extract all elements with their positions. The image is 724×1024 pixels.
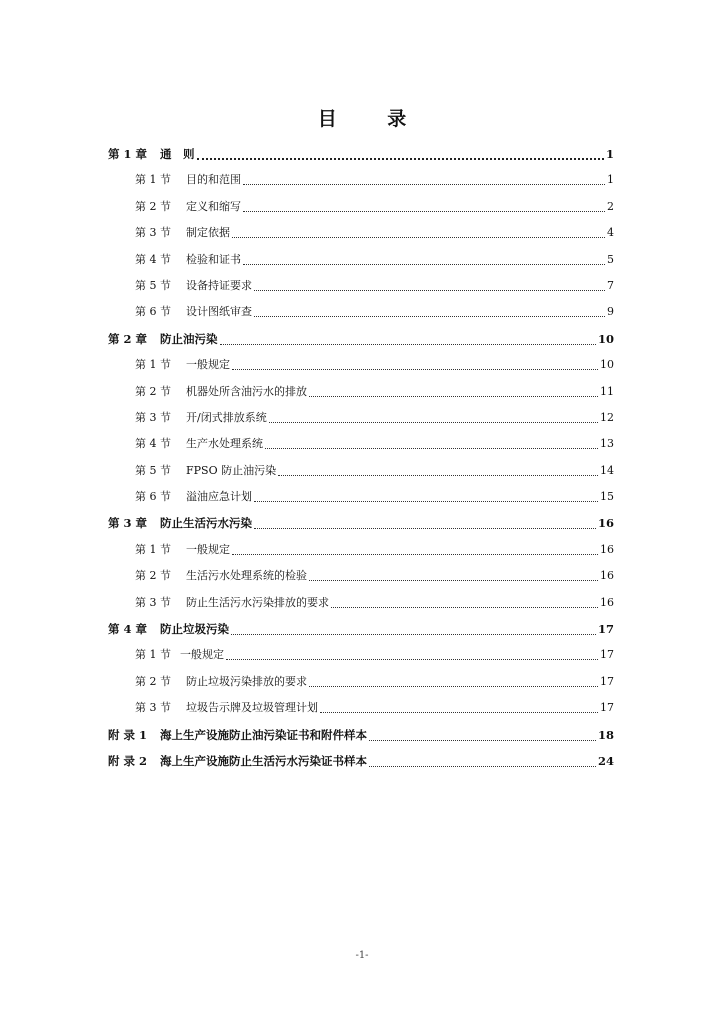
toc-entry-title: 一般规定 — [180, 648, 224, 662]
toc-entry-number: 第 4 节 — [135, 252, 171, 266]
toc-entry-number: 第 1 节 — [135, 358, 171, 372]
dot-leader — [197, 144, 604, 160]
dot-leader — [309, 672, 598, 687]
toc-section-entry[interactable] — [108, 590, 614, 616]
toc-entry-page-number: 13 — [600, 437, 614, 451]
toc-entry-title: 海上生产设施防止生活污水污染证书样本 — [160, 753, 367, 768]
toc-entry-title: 溢油应急计划 — [186, 490, 252, 504]
toc-entry-page-number: 17 — [597, 622, 614, 637]
dot-leader — [254, 302, 605, 317]
toc-section-entry[interactable] — [108, 484, 614, 510]
toc-entry-title: 防止垃圾污染排放的要求 — [186, 674, 307, 688]
toc-entry-page-number: 16 — [597, 516, 614, 531]
toc-section-entry[interactable] — [108, 273, 614, 299]
toc-entry-number: 第 6 节 — [135, 305, 171, 319]
toc-entry-page-number: 1 — [605, 147, 614, 161]
dot-leader — [278, 461, 598, 476]
toc-entry-number: 第 1 节 — [135, 542, 171, 556]
toc-entry-number: 第 3 节 — [135, 701, 171, 715]
toc-entry-title: 检验和证书 — [186, 252, 241, 266]
page-number-footer: -1- — [355, 950, 369, 961]
page-title: 目 录 — [317, 108, 429, 130]
toc-entry-number: 第 1 节 — [135, 648, 171, 662]
dot-leader — [309, 566, 598, 581]
toc-entry-title: 机器处所含油污水的排放 — [186, 384, 307, 398]
dot-leader — [226, 645, 598, 660]
toc-entry-page-number: 10 — [597, 331, 614, 346]
toc-entry-page-number: 24 — [597, 753, 614, 768]
toc-entry-title: 设备持证要求 — [186, 278, 252, 292]
toc-entry-number: 第 2 节 — [135, 199, 171, 213]
toc-section-entry[interactable] — [108, 458, 614, 484]
toc-entry-title: 海上生产设施防止油污染证书和附件样本 — [160, 727, 367, 742]
dot-leader — [254, 276, 605, 291]
toc-section-entry[interactable] — [108, 431, 614, 457]
toc-entry-page-number: 10 — [600, 358, 614, 372]
toc-entry-page-number: 17 — [600, 648, 614, 662]
dot-leader — [243, 197, 605, 212]
dot-leader — [320, 698, 598, 713]
toc-section-entry[interactable] — [108, 194, 614, 220]
toc-section-entry[interactable] — [108, 642, 614, 668]
dot-leader — [254, 514, 596, 529]
toc-entry-number: 第 3 节 — [135, 226, 171, 240]
toc-entry-page-number: 14 — [600, 463, 614, 477]
toc-entry-number: 第 1 章 — [108, 147, 148, 161]
dot-leader — [243, 250, 605, 265]
toc-entry-page-number: 9 — [607, 305, 614, 319]
toc-entry-page-number: 17 — [600, 674, 614, 688]
toc-entry-title: 防止垃圾污染 — [160, 622, 229, 637]
toc-entry-number: 第 5 节 — [135, 463, 171, 477]
toc-entry-number: 附 录 2 — [108, 753, 148, 768]
toc-entry-page-number: 12 — [600, 410, 614, 424]
dot-leader — [232, 355, 598, 370]
toc-chapter-entry[interactable] — [108, 748, 614, 774]
toc-section-entry[interactable] — [108, 167, 614, 193]
dot-leader — [232, 223, 605, 238]
toc-entry-number: 第 3 节 — [135, 410, 171, 424]
dot-leader — [369, 752, 596, 767]
toc-entry-number: 第 3 章 — [108, 516, 148, 531]
dot-leader — [309, 382, 598, 397]
toc-section-entry[interactable] — [108, 220, 614, 246]
toc-section-entry[interactable] — [108, 299, 614, 325]
toc-entry-title: 通 则 — [160, 147, 195, 161]
toc-entry-title: 垃圾告示牌及垃圾管理计划 — [186, 701, 318, 715]
toc-entry-title: 生产水处理系统 — [186, 437, 263, 451]
toc-section-entry[interactable] — [108, 695, 614, 721]
toc-chapter-entry[interactable] — [108, 326, 614, 352]
dot-leader — [220, 330, 596, 345]
toc-section-entry[interactable] — [108, 669, 614, 695]
toc-entry-number: 第 2 节 — [135, 569, 171, 583]
toc-entry-number: 第 2 节 — [135, 674, 171, 688]
toc-entry-number: 第 3 节 — [135, 595, 171, 609]
toc-section-entry[interactable] — [108, 352, 614, 378]
toc-chapter-entry[interactable] — [108, 141, 614, 167]
toc-entry-number: 第 2 章 — [108, 331, 148, 346]
toc-entry-page-number: 16 — [600, 542, 614, 556]
toc-entry-title: 制定依据 — [186, 226, 230, 240]
toc-entry-page-number: 1 — [607, 173, 614, 187]
dot-leader — [254, 487, 598, 502]
toc-entry-number: 附 录 1 — [108, 727, 148, 742]
dot-leader — [232, 540, 598, 555]
toc-entry-title: 一般规定 — [186, 358, 230, 372]
toc-section-entry[interactable] — [108, 563, 614, 589]
toc-chapter-entry[interactable] — [108, 722, 614, 748]
toc-entry-title: 一般规定 — [186, 542, 230, 556]
toc-entry-title: FPSO 防止油污染 — [186, 463, 277, 477]
table-of-contents — [108, 141, 614, 774]
toc-section-entry[interactable] — [108, 247, 614, 273]
dot-leader — [269, 408, 598, 423]
toc-entry-title: 防止生活污水污染 — [160, 516, 252, 531]
toc-entry-number: 第 4 节 — [135, 437, 171, 451]
toc-entry-page-number: 4 — [607, 226, 614, 240]
toc-section-entry[interactable] — [108, 379, 614, 405]
toc-entry-page-number: 16 — [600, 595, 614, 609]
dot-leader — [265, 434, 598, 449]
dot-leader — [369, 726, 596, 741]
toc-entry-title: 开/闭式排放系统 — [186, 410, 267, 424]
toc-entry-number: 第 2 节 — [135, 384, 171, 398]
toc-entry-number: 第 4 章 — [108, 622, 148, 637]
toc-entry-page-number: 16 — [600, 569, 614, 583]
toc-entry-page-number: 18 — [597, 727, 614, 742]
dot-leader — [231, 620, 596, 635]
toc-entry-number: 第 1 节 — [135, 173, 171, 187]
toc-entry-title: 防止生活污水污染排放的要求 — [186, 595, 329, 609]
toc-entry-title: 目的和范围 — [186, 173, 241, 187]
dot-leader — [331, 593, 598, 608]
toc-entry-title: 生活污水处理系统的检验 — [186, 569, 307, 583]
toc-entry-title: 定义和缩写 — [186, 199, 241, 213]
toc-entry-page-number: 2 — [607, 199, 614, 213]
toc-entry-number: 第 5 节 — [135, 278, 171, 292]
toc-entry-title: 设计图纸审查 — [186, 305, 252, 319]
toc-entry-page-number: 17 — [600, 701, 614, 715]
toc-entry-page-number: 7 — [607, 278, 614, 292]
toc-entry-page-number: 15 — [600, 490, 614, 504]
toc-section-entry[interactable] — [108, 405, 614, 431]
toc-chapter-entry[interactable] — [108, 510, 614, 536]
toc-entry-number: 第 6 节 — [135, 490, 171, 504]
dot-leader — [243, 170, 605, 185]
toc-chapter-entry[interactable] — [108, 616, 614, 642]
toc-entry-page-number: 11 — [600, 384, 614, 398]
toc-entry-page-number: 5 — [607, 252, 614, 266]
toc-section-entry[interactable] — [108, 537, 614, 563]
toc-entry-title: 防止油污染 — [160, 331, 218, 346]
